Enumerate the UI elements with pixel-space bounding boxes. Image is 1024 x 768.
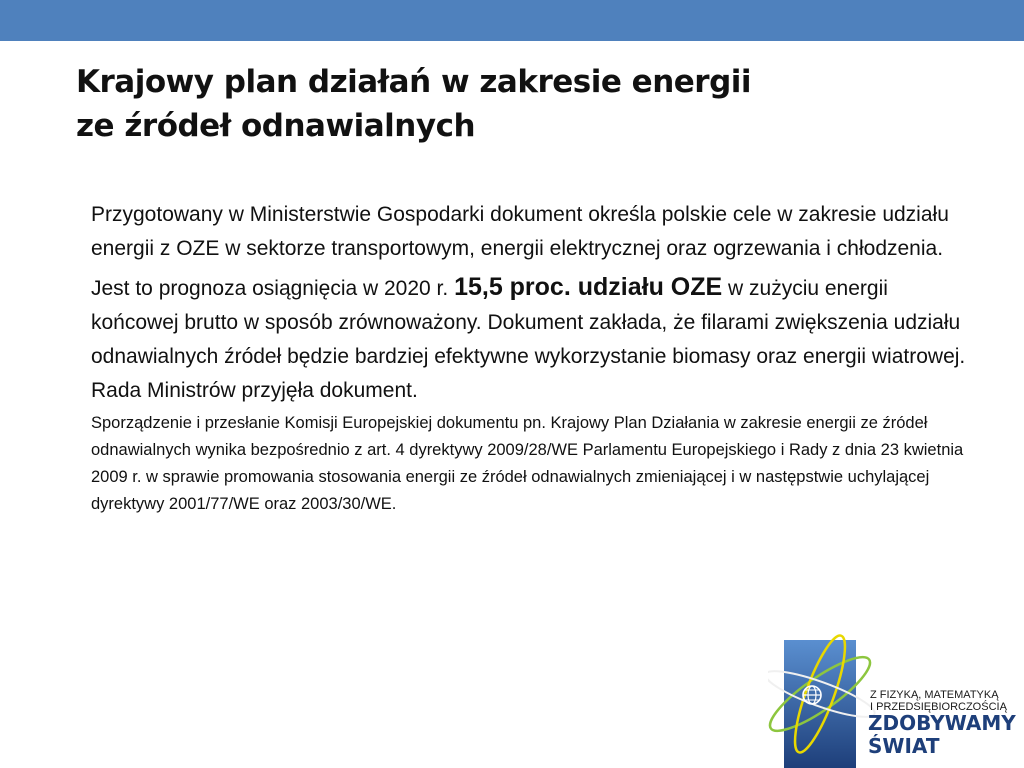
logo-name-line-2: ŚWIAT xyxy=(868,734,940,758)
title-line-1: Krajowy plan działań w zakresie energii xyxy=(76,64,752,100)
forecast-highlight: 15,5 proc. udziału OZE xyxy=(454,273,723,301)
project-logo xyxy=(768,622,1024,768)
paragraph-forecast xyxy=(91,270,971,374)
paragraph-adoption: Rada Ministrów przyjęła dokument. xyxy=(91,379,418,402)
paragraph-legal-basis: Sporządzenie i przesłanie Komisji Europejskiej dokumentu pn. Krajowy Plan Działania w zakresie energii ze źródeł odnawialnych wynika bezpośrednio z art. 4 dyrektywy 2009/28/WE Parlamentu Europejskiego i Rady z dnia 23 kwietnia 2009 r. w sprawie promowania stosowania energii ze źródeł odnawialnych zmieniającej i w następstwie uchylającej dyrektywy 2001/77/WE oraz 2003/30/WE. xyxy=(91,414,964,513)
logo-tagline-line-2: I PRZEDSIĘBIORCZOŚCIĄ xyxy=(870,701,1007,713)
slide-body xyxy=(91,198,971,518)
logo-name xyxy=(868,712,1016,758)
logo-tagline xyxy=(870,689,1020,713)
page-title xyxy=(76,60,876,148)
logo-tagline-line-1: Z FIZYKĄ, MATEMATYKĄ xyxy=(870,689,999,701)
logo-name-line-1: ZDOBYWAMY xyxy=(868,711,1016,735)
title-line-2: ze źródeł odnawialnych xyxy=(76,108,476,144)
forecast-text-start: Jest to prognoza osiągnięcia w 2020 r. xyxy=(91,277,455,300)
paragraph-intro: Przygotowany w Ministerstwie Gospodarki dokument określa polskie cele w zakresie udziału energii z OZE w sektorze transportowym, energii elektrycznej oraz ogrzewania i chłodzenia. xyxy=(91,203,949,260)
forecast-text-end: w zużyciu energii końcowej brutto w sposób zrównoważony. Dokument zakłada, że filarami zwiększenia udziału odnawialnych źródeł będzie bardziej efektywne wykorzystanie biomasy oraz energii wiatrowej. xyxy=(91,277,966,368)
header-bar xyxy=(0,0,1024,41)
